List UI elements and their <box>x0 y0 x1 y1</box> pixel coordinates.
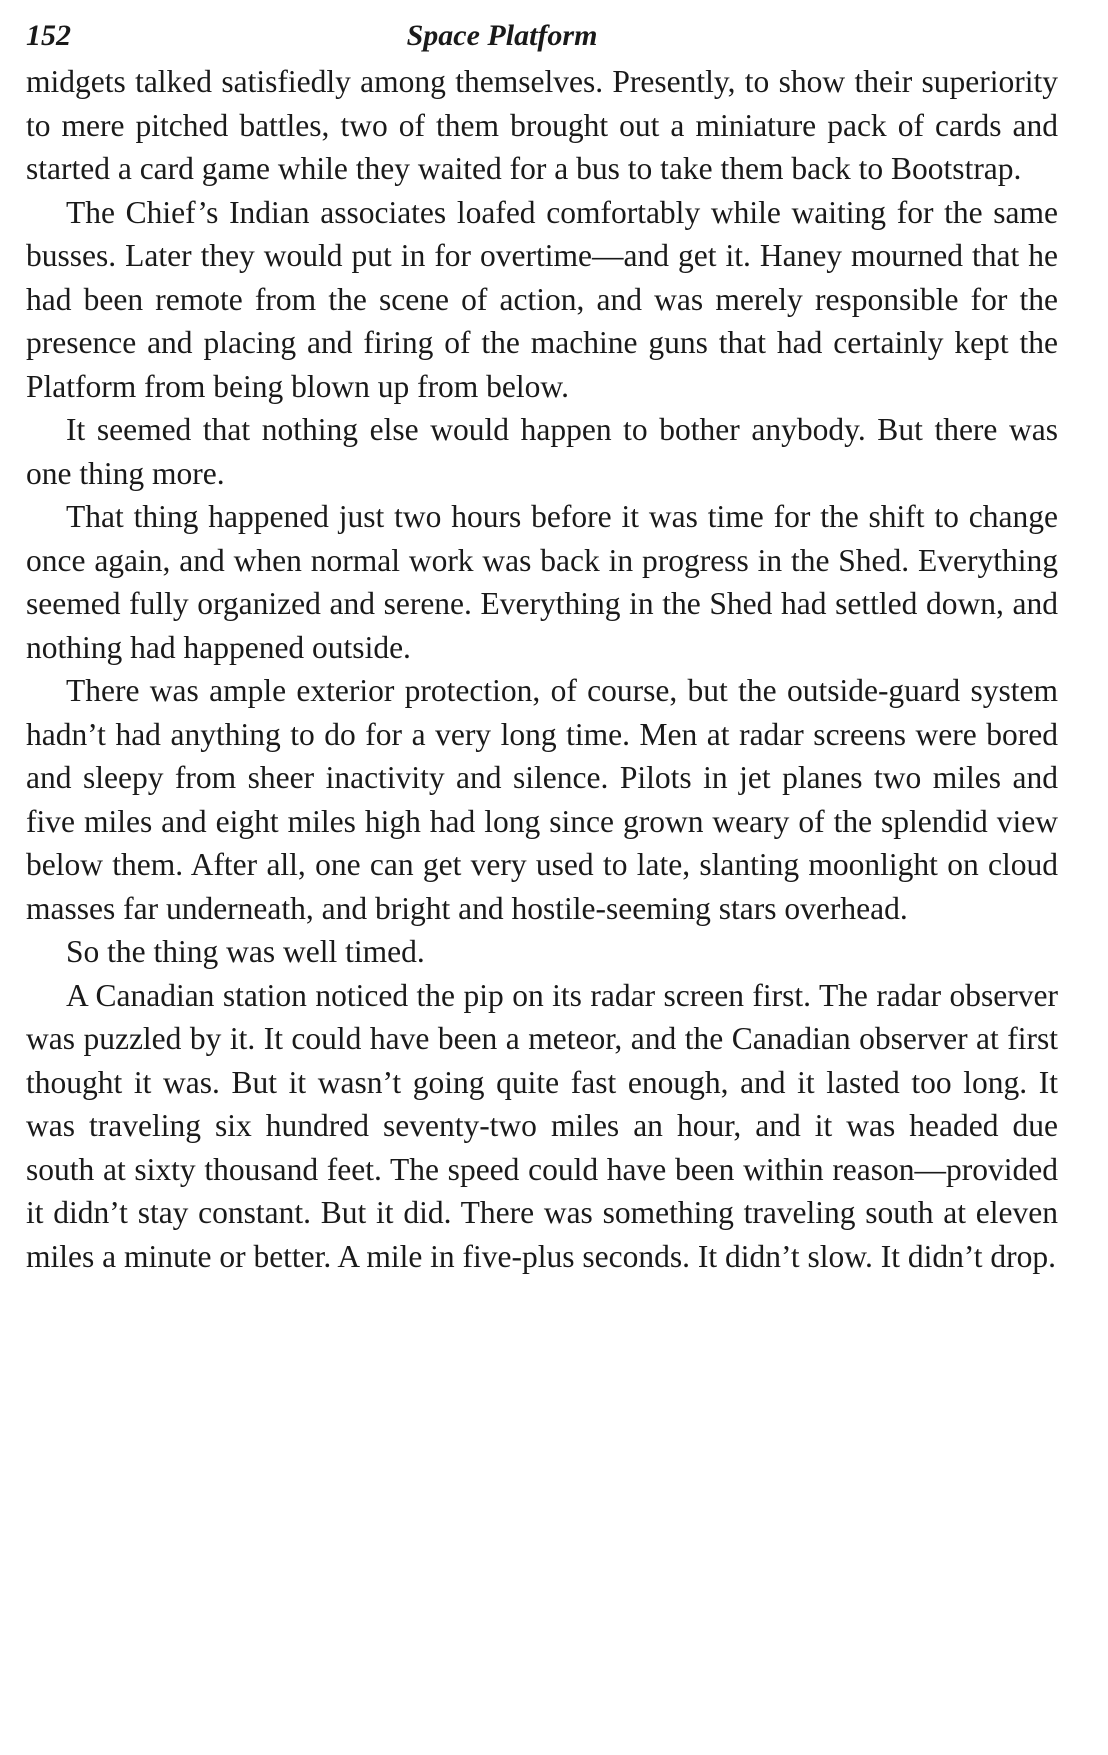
running-head <box>26 14 1058 58</box>
paragraph-continued: midgets talked satisfiedly among themselves. Presently, to show their superiority to mere pitched battles, two of them brought out a miniature pack of cards and started a card game while they waited for a bus to take them back to Bootstrap. <box>26 64 1058 186</box>
paragraph: A Canadian station noticed the pip on its radar screen first. The radar observer was puzzled by it. It could have been a meteor, and the Canadian observer at first thought it was. But it wasn’t going quite fast enough, and it lasted too long. It was traveling six hundred seventy-two miles an hour, and it was headed due south at sixty thousand feet. The speed could have been within reason—provided it didn’t stay constant. But it did. There was something traveling south at eleven miles a minute or better. A mile in five-plus seconds. It didn’t slow. It didn’t drop. <box>26 977 1058 1274</box>
body-text <box>26 60 1058 1278</box>
book-page <box>26 14 1058 1278</box>
page-number: 152 <box>26 19 71 52</box>
running-title: Space Platform <box>406 19 598 52</box>
paragraph: That thing happened just two hours before it was time for the shift to change once again, and when normal work was back in progress in the Shed. Everything seemed fully organized and serene. Everything in the Shed had settled down, and nothing had happened outside. <box>26 499 1058 665</box>
paragraph: So the thing was well timed. <box>66 934 425 969</box>
paragraph: There was ample exterior protection, of course, but the outside-guard system hadn’t had anything to do for a very long time. Men at radar screens were bored and sleepy from sheer inactivity and silence. Pilots in jet planes two miles and five miles and eight miles high had long since grown weary of the splendid view below them. After all, one can get very used to late, slanting moonlight on cloud masses far underneath, and bright and hostile-seeming stars overhead. <box>26 673 1058 926</box>
paragraph: The Chief’s Indian associates loafed comfortably while waiting for the same busses. Later they would put in for overtime—and get it. Haney mourned that he had been remote from the scene of action, and was merely responsible for the presence and placing and firing of the machine guns that had certainly kept the Platform from being blown up from below. <box>26 194 1058 404</box>
paragraph: It seemed that nothing else would happen to bother anybody. But there was one thing more. <box>26 412 1058 491</box>
